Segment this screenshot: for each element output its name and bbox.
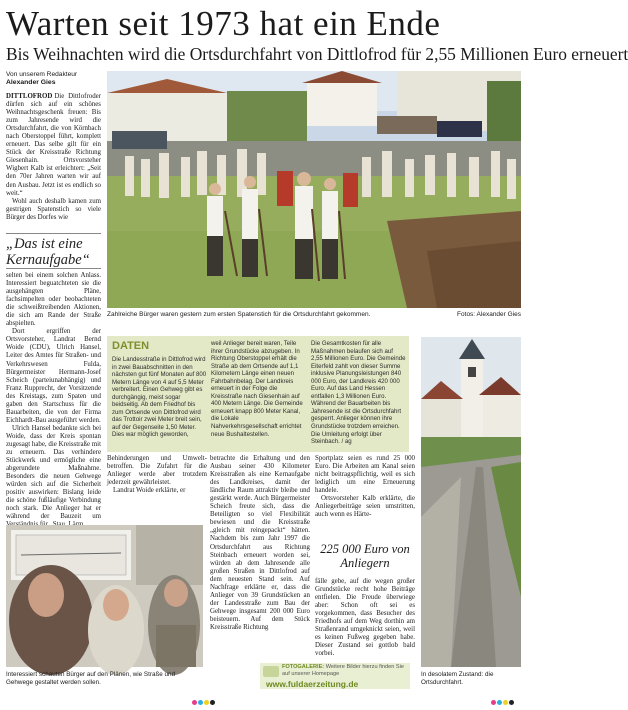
article-column-1-top — [6, 93, 101, 222]
plans-photo-caption: Interessiert schauten Bürger auf den Plänen, wie Straße und Gehwege gestaltet werden sollen. — [6, 671, 176, 686]
subheadline: Bis Weihnachten wird die Ortsdurchfahrt von Dittlofrod für 2,55 Millionen Euro erneuert — [6, 44, 628, 64]
registration-dot — [503, 700, 508, 705]
article-paragraph: Sportplatz seien es rund 25 000 Euro. Die Arbeiten am Kanal seien nicht beitragspflichtig, weil es sich lediglich um eine Erneuerung handele. — [315, 455, 415, 495]
headline: Warten seit 1973 hat ein Ende — [6, 4, 441, 43]
church-photo-caption: In desolatem Zustand: die Ortsdurchfahrt. — [421, 671, 494, 686]
daten-column-3: Die Gesamtkosten für alle Maßnahmen belaufen sich auf 2,55 Millionen Euro. Die Gemeinde Eiterfeld zahlt von dieser Summe inklusive Planungsleistungen 840 000 Euro, der Landkreis 420 000 Euro. Auf das Land Hessen entfallen 1,3 Millionen Euro. Während der Bauarbeiten bis Jahresende ist die Ortsdurchfahrt gesperrt. Anlieger können ihre Grundstücke trotzdem erreichen. Die Umleitung erfolgt über Steinbach. / ag — [311, 340, 406, 446]
registration-dot — [198, 700, 203, 705]
photo-gallery-promo[interactable] — [260, 663, 410, 689]
registration-dot — [210, 700, 215, 705]
church-road-photo — [421, 337, 521, 667]
daten-title: DATEN — [112, 340, 150, 352]
byline-role: Von unserem Redakteur — [6, 71, 78, 78]
groundbreaking-photo-illustration — [107, 71, 521, 308]
article-column-d — [315, 455, 415, 519]
church-road-illustration — [421, 337, 521, 667]
registration-dot — [509, 700, 514, 705]
plans-viewing-photo — [6, 525, 203, 667]
photo-credit: Fotos: Alexander Gies — [457, 311, 521, 318]
registration-dot — [204, 700, 209, 705]
plans-photo-illustration — [6, 525, 203, 667]
registration-dot — [491, 700, 496, 705]
article-paragraph: Behinderungen und Umwelt- betroffen. Die Zufahrt für die Anlieger werde aber trotzdem jederzeit gewährleistet. — [107, 455, 207, 487]
article-paragraph: selten bei einem solchen Anlass. Interessiert beguatchteten sie die ausgehängten Pläne, fachsimpelten oder beobachteten die schweißtreibenden Aktionen, die sich am Rande der Straße abspielten. — [6, 272, 101, 328]
dateline: DITTLOFROD — [6, 93, 53, 100]
daten-column-2: weil Anlieger bereit waren, Teile ihrer Grundstücke abzugeben. In Richtung Oberstoppel erhält die Straße ab dem Ortsende auf 1,1 Kilometern Länge einen neuen Fahrbahnbelag. Der Landkreis erneuert in der Folge die Kreisstraße nach Giesenhain auf 400 Metern Länge. Die Gemeinde erneuert knapp 800 Meter Kanal, die Lokale Nahverkehrsgesellschaft errichtet neue Bushaltestellen. — [211, 340, 303, 438]
article-column-c: betrachte die Erhaltung und den Ausbau seiner 430 Kilometer Kreisstraßen als eine Kernaufgabe des Landkreises, damit der ländliche Raum attraktiv bleibe und gestärkt werde. Auch Bürgermeister Scheich freute sich, dass die Beteiligten so viel Flexibilität bewiesen und die Kreisstraße „gleich mit reingepackt“ hätten. Nachdem bis zum Jahr 1997 die Ortsdurchfahrt aus Richtung Steinbach erneuert worden sei, würden ab dem Jahresende alle großen Straßen in Dittlofrod auf dem neuesten Stand sein. Auf Nachfrage erklärte er, dass die Anlieger von 39 Grundstücken an der Landesstraße zum Bau der Gehwege insgesamt 200 000 Euro beisteuern. Auf dem Stück Kreisstraße Richtung — [210, 455, 310, 631]
article-paragraph: Wohl auch deshalb kamen zum gestrigen Spatenstich so viele Bürger des Dorfes wie — [6, 197, 101, 221]
article-column-1-bottom — [6, 272, 101, 530]
article-paragraph: Ulrich Hansel bedankte sich bei Woide, dass der Kreis spontan zugesagt habe, die Kreisstraße mit zu erneuern. Das verhindere Stückwerk und ermögliche eine abgerundete Maßnahme. Besonders die neuen Gehwege würden sich auf die Sicherheit positiv auswirken: Bislang leide die schöne fußläufige Verbindung noch stark. Die Anlieger hat er während der Bauzeit um — [6, 424, 101, 521]
pull-quote: „Das ist eine Kernaufgabe“ — [6, 233, 101, 269]
caption-text: Zahlreiche Bürger waren gestern zum ersten Spatenstich für die Ortsdurchfahrt gekommen. — [107, 311, 371, 318]
subheading-euro: 225 000 Euro von Anliegern — [320, 542, 410, 570]
article-paragraph: Dort ergriffen der Ortsvorsteher, Landrat Bernd Woide (CDU), Ulrich Hansel, Leiter des Amtes für Straßen- und Verkehrswesen Fulda, Bürgermeister Hermann-Josef Scheich (parteiunabhängig) und Franz Rupprecht, der Vorsitzende des Kreistags, zum Spaten und gaben den Startschuss für die Bauarbeiten, die von der Firma Eichhardt-Bau ausgeführt werden. — [6, 328, 101, 424]
article-paragraph: Landrat Woide erklärte, er — [113, 487, 186, 495]
article-column-d-bottom: fälle gebe, auf die wegen großer Grundstücke recht hohe Beiträge entfielen. Die Freude überwiege aber: Schon oft sei es vorgekommen, dass Besucher des Friedhofs auf dem Weg dorthin am Straßenrand umgeknickt seien, weil es keinen Fußweg gegeben habe. Dieser Zustand sei gottlob bald vorbei. — [315, 578, 415, 658]
registration-dot — [497, 700, 502, 705]
daten-column-1: Die Landesstraße in Dittlofrod wird in zwei Bauabschnitten in den nächsten gut fünf Monaten auf 800 Metern Länge von 4 auf 5,5 Meter verbreitert. Einen Gehweg gibt es durchgängig, meist sogar beidseitig. Ab dem Friedhof bis zum Ortsende von Dittlofrod wird das Trottoir zwei Meter breit sein, auf der Gegenseite 1,50 Meter. Dies war möglich geworden, — [112, 356, 207, 439]
camera-icon — [263, 666, 279, 677]
main-photo-caption — [107, 311, 521, 319]
article-paragraph: Ortsvorsteher Kalb erklärte, die Anliegerbeiträge seien umstritten, auch wenn es Härte- — [315, 495, 415, 519]
registration-dot — [192, 700, 197, 705]
main-photo-groundbreaking — [107, 71, 521, 308]
byline-author: Alexander Gies — [6, 79, 56, 86]
promo-url-link[interactable]: www.fuldaerzeitung.de — [266, 679, 359, 689]
registration-marks-right — [491, 692, 515, 698]
promo-text: FOTOGALERIE: Weitere Bilder hierzu finden Sie auf unserer Homepage — [282, 664, 404, 677]
article-paragraph: DITTLOFROD Die Dittlofroder dürfen sich auf ein schönes Weihnachtsgeschenk freuen: Bis zum Jahresende wird die Ortsdurchfahrt, die von Körnbach nach Oberstoppel führt, komplett erneuert. Das selbe gilt für ein Stück der Kreisstraße Richtung Giesenhain. Ortsvorsteher Wigbert Kalb ist erleichtert: „Seit den 70er Jahren warten wir auf den Ausbau. Jetzt ist es endlich so weit.“ — [6, 93, 101, 197]
registration-marks-left — [192, 692, 216, 698]
article-column-b-main — [107, 455, 207, 495]
